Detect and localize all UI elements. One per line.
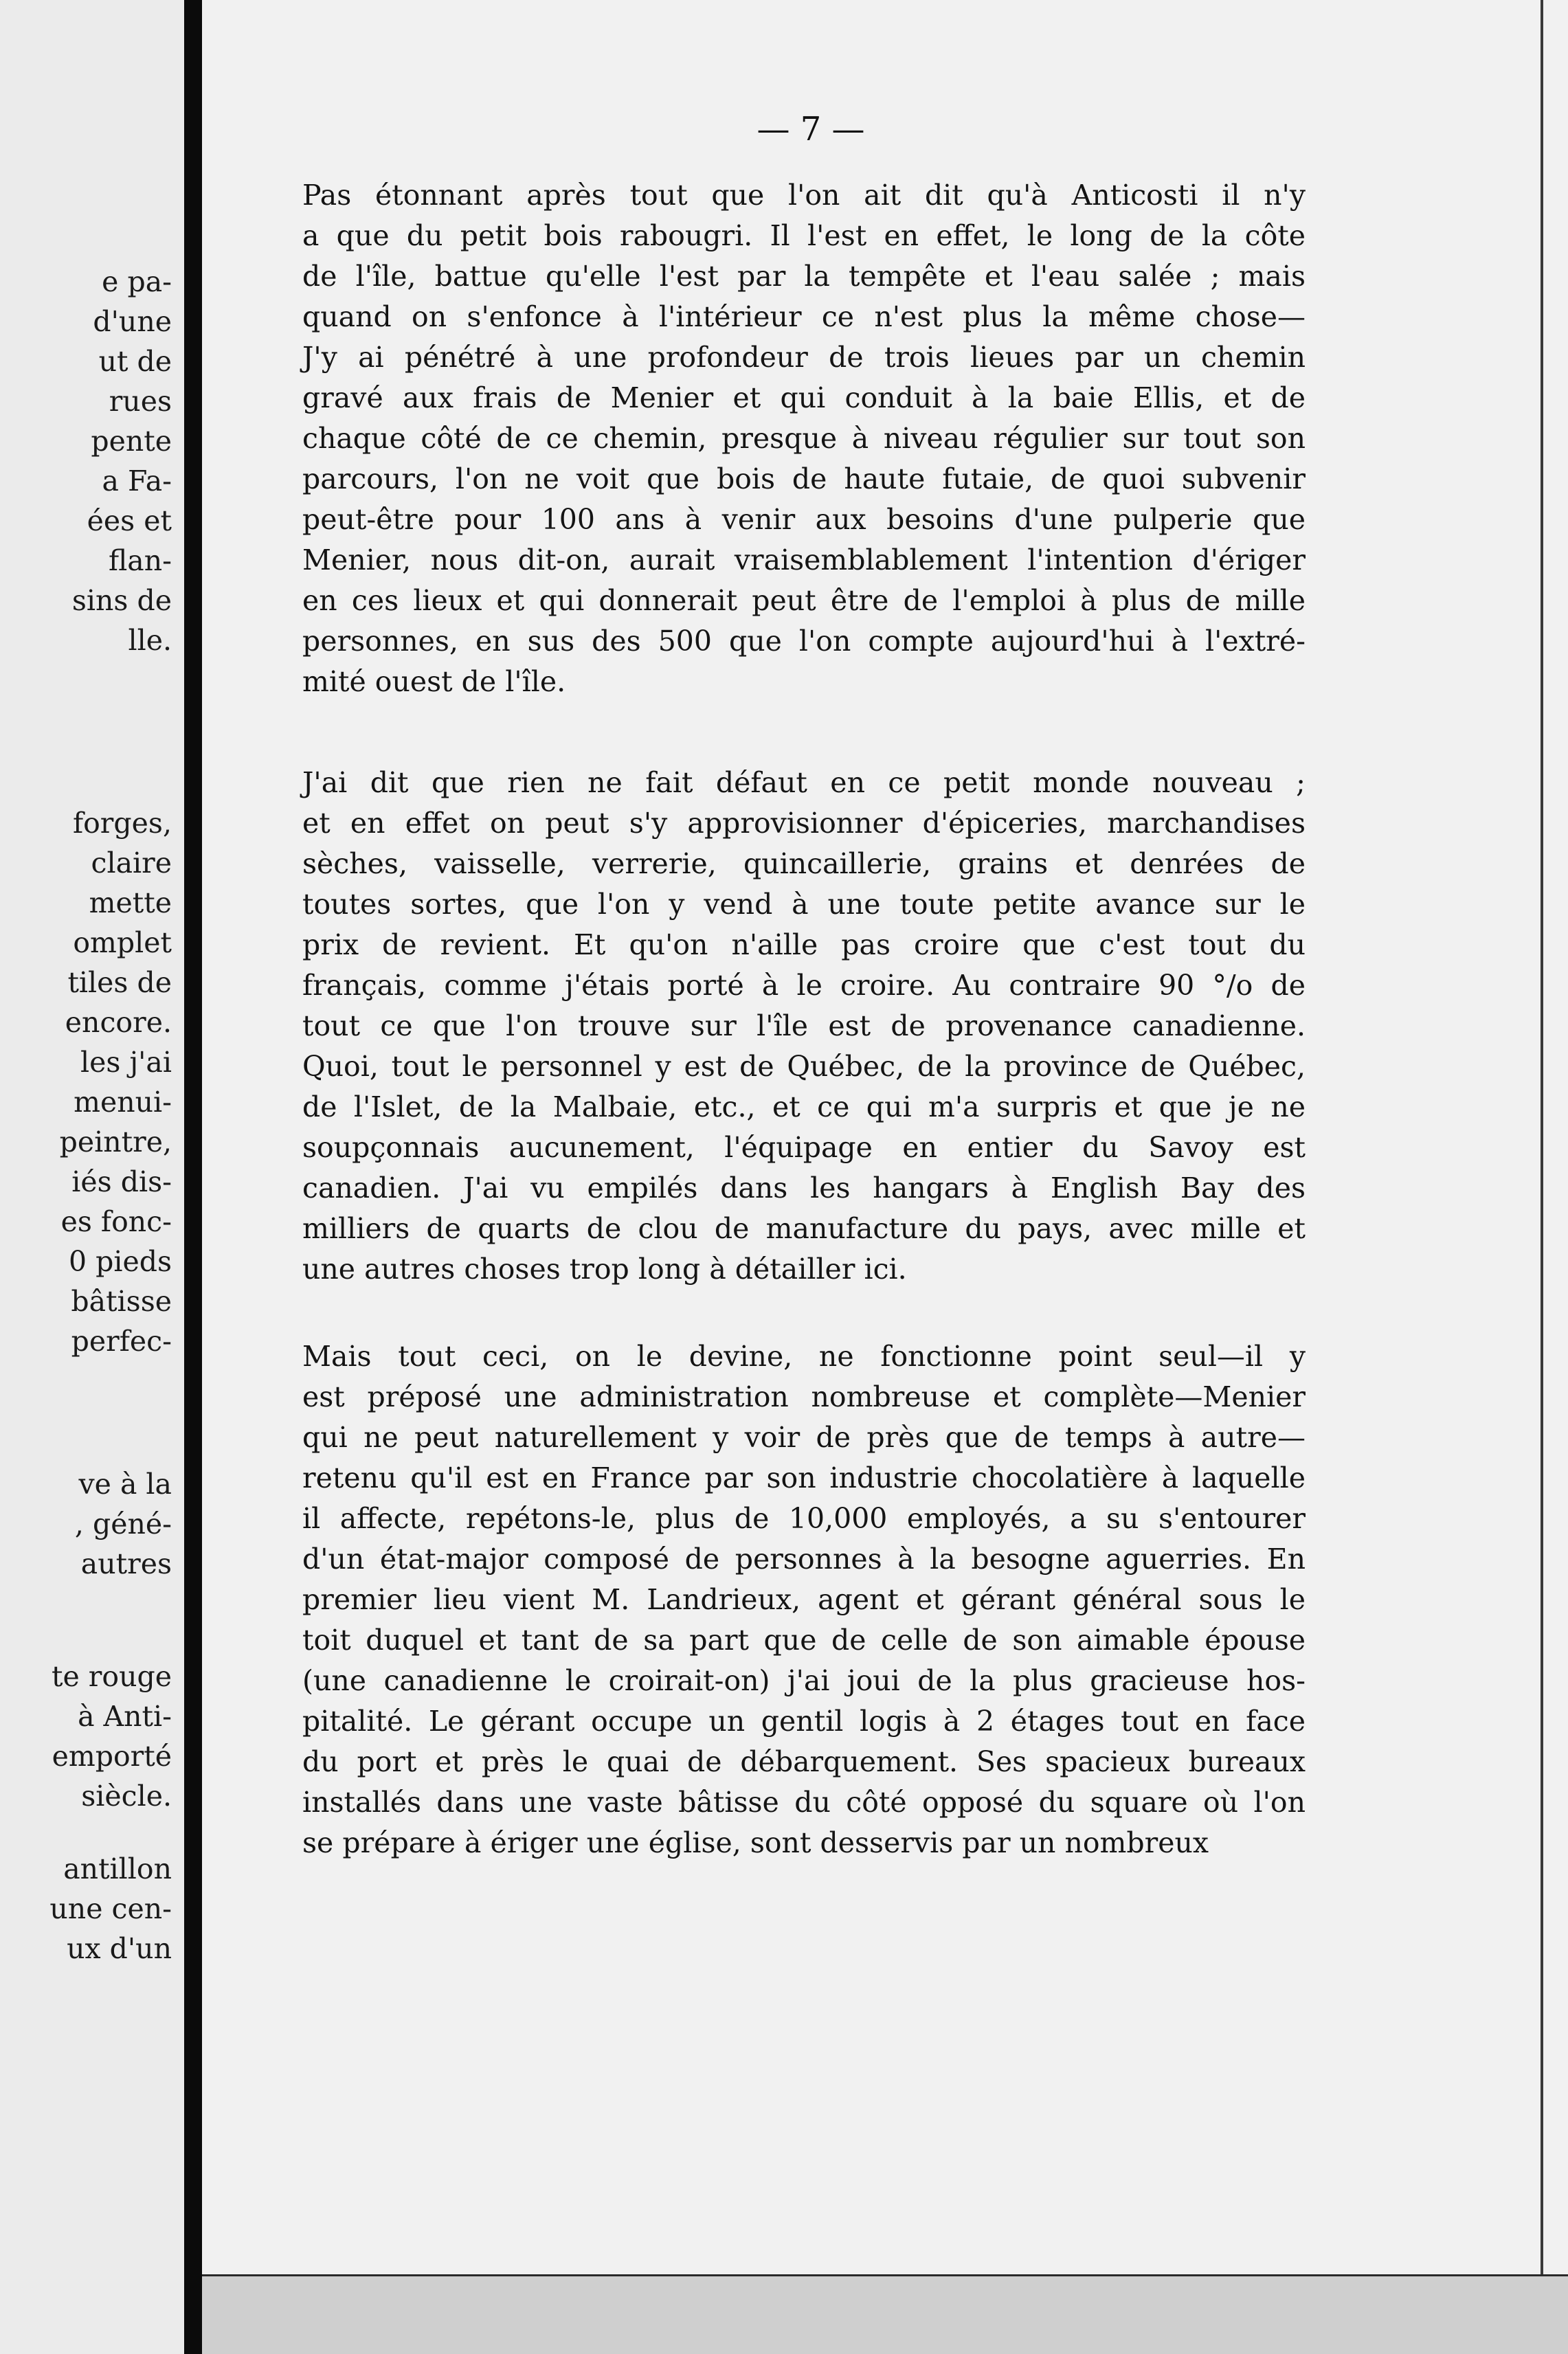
text-line: parcours, l'on ne voit que bois de haute futaie, de quoi subvenir	[302, 462, 1306, 495]
left-page-line: tiles de	[67, 966, 172, 999]
text-line: milliers de quarts de clou de manufacture du pays, avec mille et	[302, 1212, 1306, 1245]
text-line: une autres choses trop long à détailler ici.	[302, 1253, 907, 1286]
text-line: d'un état-major composé de personnes à la besogne aguerries. En	[302, 1543, 1306, 1576]
text-line: en ces lieux et qui donnerait peut être de l'emploi à plus de mille	[302, 584, 1306, 617]
text-line: chaque côté de ce chemin, presque à niveau régulier sur tout son	[302, 422, 1306, 455]
text-line: français, comme j'étais porté à le croire. Au contraire 90 °/o de	[302, 969, 1306, 1002]
left-page-line: sins de	[71, 584, 172, 617]
text-line: pitalité. Le gérant occupe un gentil logis à 2 étages tout en face	[302, 1705, 1306, 1738]
text-line: J'ai dit que rien ne fait défaut en ce petit monde nouveau ;	[302, 766, 1306, 799]
text-line: installés dans une vaste bâtisse du côté opposé du square où l'on	[302, 1786, 1306, 1819]
text-line: canadien. J'ai vu empilés dans les hangars à English Bay des	[302, 1172, 1306, 1204]
text-line: se prépare à ériger une église, sont desservis par un nombreux	[302, 1826, 1209, 1859]
paragraph-3	[302, 1336, 1306, 1863]
left-page-line: peintre,	[59, 1125, 172, 1158]
left-page-line: ve à la	[78, 1468, 172, 1501]
text-line: du port et près le quai de débarquement. Ses spacieux bureaux	[302, 1745, 1306, 1778]
page-number: — 7 —	[757, 110, 865, 148]
text-line: et en effet on peut s'y approvisionner d'épiceries, marchandises	[302, 807, 1306, 840]
text-line: Pas étonnant après tout que l'on ait dit qu'à Anticosti il n'y	[302, 179, 1306, 212]
left-page-line: ut de	[98, 345, 172, 378]
text-line: gravé aux frais de Menier et qui conduit à la baie Ellis, et de	[302, 381, 1306, 414]
text-line: soupçonnais aucunement, l'équipage en entier du Savoy est	[302, 1131, 1306, 1164]
paragraph-2	[302, 763, 1306, 1290]
text-line: il affecte, repétons-le, plus de 10,000 employés, a su s'entourer	[302, 1502, 1306, 1535]
text-line: est préposé une administration nombreuse et complète—Menier	[302, 1380, 1306, 1413]
page-bottom-band	[202, 2276, 1568, 2354]
left-page-line: ées et	[87, 504, 172, 537]
page-gutter	[184, 0, 202, 2354]
left-page-line: bâtisse	[71, 1285, 172, 1318]
left-page-line: siècle.	[81, 1780, 172, 1813]
left-page-line: les j'ai	[80, 1046, 172, 1079]
text-line: mité ouest de l'île.	[302, 665, 566, 698]
text-line: prix de revient. Et qu'on n'aille pas croire que c'est tout du	[302, 928, 1306, 961]
text-line: qui ne peut naturellement y voir de près que de temps à autre—	[302, 1421, 1306, 1454]
left-page-fragment	[0, 0, 184, 2354]
text-line: peut-être pour 100 ans à venir aux besoins d'une pulperie que	[302, 503, 1306, 536]
text-line: a que du petit bois rabougri. Il l'est en effet, le long de la côte	[302, 219, 1306, 252]
left-page-line: perfec-	[71, 1325, 172, 1358]
text-line: premier lieu vient M. Landrieux, agent et gérant général sous le	[302, 1583, 1306, 1616]
paragraph-1	[302, 175, 1306, 702]
right-edge-rule	[1541, 0, 1543, 2354]
left-page-line: 0 pieds	[68, 1245, 172, 1278]
left-page-line: forges,	[72, 807, 172, 840]
text-line: sèches, vaisselle, verrerie, quincaillerie, grains et denrées de	[302, 847, 1306, 880]
text-line: (une canadienne le croirait-on) j'ai joui de la plus gracieuse hos-	[302, 1664, 1306, 1697]
left-page-line: e pa-	[102, 265, 172, 298]
left-page-line: autres	[80, 1547, 172, 1580]
text-line: de l'Islet, de la Malbaie, etc., et ce qui m'a surpris et que je ne	[302, 1090, 1306, 1123]
text-line: Menier, nous dit-on, aurait vraisemblablement l'intention d'ériger	[302, 543, 1306, 576]
left-page-line: d'une	[93, 305, 172, 338]
left-page-line: te rouge	[52, 1660, 172, 1693]
text-line: Mais tout ceci, on le devine, ne fonctionne point seul—il y	[302, 1340, 1306, 1373]
text-line: personnes, en sus des 500 que l'on compte aujourd'hui à l'extré-	[302, 625, 1306, 658]
text-line: retenu qu'il est en France par son industrie chocolatière à laquelle	[302, 1461, 1306, 1494]
left-page-line: antillon	[63, 1852, 172, 1885]
text-line: toit duquel et tant de sa part que de celle de son aimable épouse	[302, 1624, 1306, 1657]
left-page-line: lle.	[128, 624, 172, 657]
left-page-line: emporté	[52, 1740, 172, 1773]
left-page-line: une cen-	[49, 1892, 172, 1925]
left-page-line: flan-	[108, 544, 172, 577]
left-page-line: encore.	[65, 1006, 172, 1039]
text-line: de l'île, battue qu'elle l'est par la tempête et l'eau salée ; mais	[302, 260, 1306, 293]
left-page-line: es fonc-	[60, 1205, 172, 1238]
left-page-line: ux d'un	[67, 1932, 172, 1965]
left-page-line: menui-	[74, 1086, 172, 1119]
left-page-line: a Fa-	[102, 464, 172, 497]
left-page-line: omplet	[73, 926, 172, 959]
text-line: tout ce que l'on trouve sur l'île est de provenance canadienne.	[302, 1009, 1306, 1042]
left-page-line: rues	[109, 385, 172, 418]
left-page-line: à Anti-	[78, 1700, 172, 1733]
left-page-line: pente	[91, 425, 172, 458]
text-line: quand on s'enfonce à l'intérieur ce n'est plus la même chose—	[302, 300, 1306, 333]
left-page-line: claire	[91, 847, 172, 879]
left-page-line: iés dis-	[71, 1165, 172, 1198]
left-page-line: , géné-	[74, 1507, 172, 1540]
left-page-line: mette	[89, 886, 172, 919]
text-line: Quoi, tout le personnel y est de Québec, de la province de Québec,	[302, 1050, 1306, 1083]
text-line: J'y ai pénétré à une profondeur de trois lieues par un chemin	[302, 341, 1306, 374]
text-line: toutes sortes, que l'on y vend à une toute petite avance sur le	[302, 888, 1306, 921]
